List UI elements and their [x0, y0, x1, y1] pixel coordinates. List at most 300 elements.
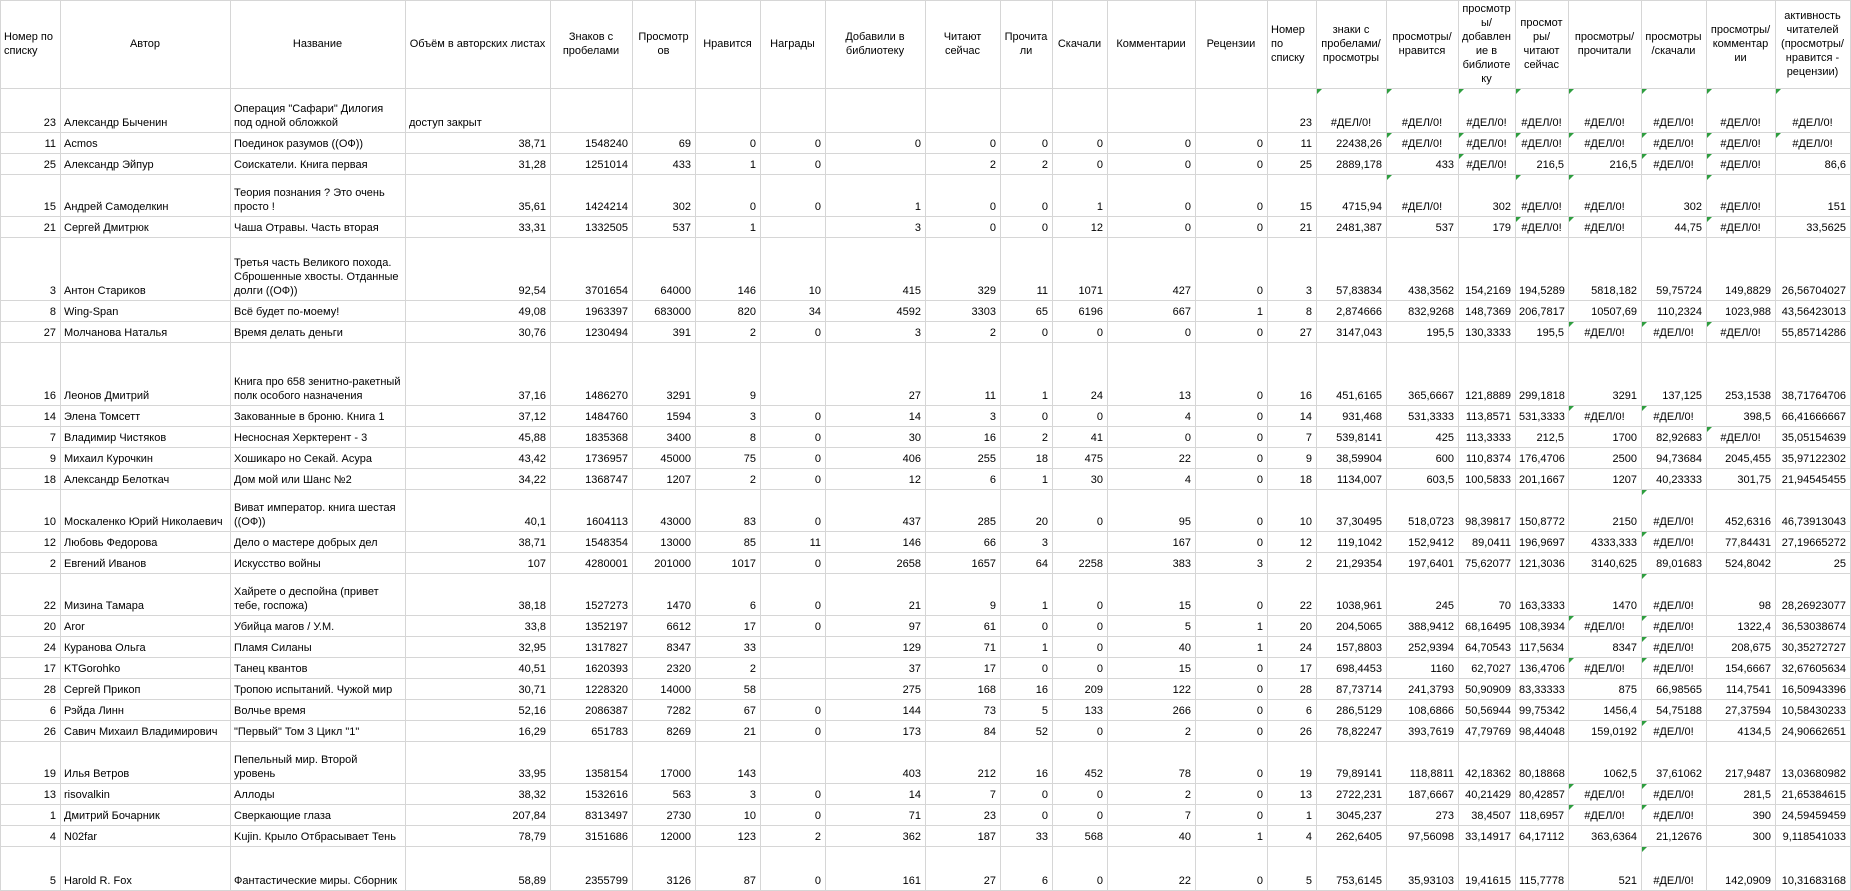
cell-volume-author-sheets[interactable]: 38,71: [406, 133, 551, 154]
cell-chars-per-view[interactable]: 78,82247: [1317, 721, 1387, 742]
cell-views[interactable]: 8269: [633, 721, 696, 742]
cell-reading-now[interactable]: 7: [926, 784, 1001, 805]
cell-chars-per-view[interactable]: 57,83834: [1317, 238, 1387, 301]
cell-volume-author-sheets[interactable]: доступ закрыт: [406, 89, 551, 133]
cell-title[interactable]: Соискатели. Книга первая: [231, 154, 406, 175]
cell-views-per-download[interactable]: #ДЕЛ/0!: [1642, 133, 1707, 154]
cell-finished-reading[interactable]: 1: [1001, 637, 1053, 658]
cell-num-in-list-2[interactable]: 26: [1268, 721, 1317, 742]
cell-author[interactable]: Мизина Тамара: [61, 574, 231, 616]
cell-downloaded[interactable]: 0: [1053, 406, 1108, 427]
cell-title[interactable]: Книга про 658 зенитно-ракетный полк особого назначения: [231, 343, 406, 406]
cell-added-to-library[interactable]: 71: [826, 805, 926, 826]
cell-added-to-library[interactable]: 14: [826, 784, 926, 805]
cell-added-to-library[interactable]: 403: [826, 742, 926, 784]
cell-reader-activity[interactable]: 38,71764706: [1776, 343, 1851, 406]
cell-volume-author-sheets[interactable]: 40,1: [406, 490, 551, 532]
cell-num-in-list-2[interactable]: 12: [1268, 532, 1317, 553]
cell-views[interactable]: 1207: [633, 469, 696, 490]
cell-reader-activity[interactable]: 10,31683168: [1776, 847, 1851, 891]
cell-author[interactable]: Сергей Дмитрюк: [61, 217, 231, 238]
cell-finished-reading[interactable]: 16: [1001, 679, 1053, 700]
cell-views-per-finished[interactable]: 159,0192: [1569, 721, 1642, 742]
cell-chars-with-spaces[interactable]: 1548240: [551, 133, 633, 154]
cell-title[interactable]: Теория познания ? Это очень просто !: [231, 175, 406, 217]
cell-reader-activity[interactable]: 9,118541033: [1776, 826, 1851, 847]
cell-views-per-library-add[interactable]: 110,8374: [1459, 448, 1516, 469]
cell-views-per-download[interactable]: #ДЕЛ/0!: [1642, 322, 1707, 343]
cell-author[interactable]: Михаил Курочкин: [61, 448, 231, 469]
cell-reading-now[interactable]: 0: [926, 133, 1001, 154]
cell-num-in-list[interactable]: 24: [1, 637, 61, 658]
cell-title[interactable]: Всё будет по-моему!: [231, 301, 406, 322]
cell-finished-reading[interactable]: 1: [1001, 574, 1053, 616]
cell-downloaded[interactable]: 0: [1053, 805, 1108, 826]
cell-volume-author-sheets[interactable]: 32,95: [406, 637, 551, 658]
cell-reviews[interactable]: 3: [1196, 553, 1268, 574]
cell-downloaded[interactable]: 0: [1053, 721, 1108, 742]
cell-title[interactable]: Виват император. книга шестая ((ОФ)): [231, 490, 406, 532]
header-cell-author[interactable]: Автор: [61, 1, 231, 89]
header-cell-views-per-like[interactable]: просмотры/нравится: [1387, 1, 1459, 89]
header-cell-views-per-comment[interactable]: просмотры/комментарии: [1707, 1, 1776, 89]
cell-reading-now[interactable]: 16: [926, 427, 1001, 448]
cell-num-in-list[interactable]: 11: [1, 133, 61, 154]
cell-comments[interactable]: 667: [1108, 301, 1196, 322]
cell-num-in-list[interactable]: 17: [1, 658, 61, 679]
cell-views-per-reading-now[interactable]: 98,44048: [1516, 721, 1569, 742]
cell-reviews[interactable]: 0: [1196, 238, 1268, 301]
header-cell-likes[interactable]: Нравится: [696, 1, 761, 89]
cell-reviews[interactable]: 0: [1196, 406, 1268, 427]
cell-views-per-download[interactable]: 94,73684: [1642, 448, 1707, 469]
cell-chars-with-spaces[interactable]: 1332505: [551, 217, 633, 238]
cell-reader-activity[interactable]: 27,19665272: [1776, 532, 1851, 553]
cell-views-per-library-add[interactable]: 130,3333: [1459, 322, 1516, 343]
cell-reader-activity[interactable]: 21,65384615: [1776, 784, 1851, 805]
cell-views-per-library-add[interactable]: 179: [1459, 217, 1516, 238]
cell-views-per-reading-now[interactable]: 99,75342: [1516, 700, 1569, 721]
cell-views-per-finished[interactable]: 875: [1569, 679, 1642, 700]
cell-views-per-reading-now[interactable]: 531,3333: [1516, 406, 1569, 427]
cell-title[interactable]: Тропою испытаний. Чужой мир: [231, 679, 406, 700]
cell-chars-with-spaces[interactable]: 1486270: [551, 343, 633, 406]
cell-views[interactable]: 69: [633, 133, 696, 154]
cell-title[interactable]: Несносная Херктерент - 3: [231, 427, 406, 448]
cell-views-per-reading-now[interactable]: 115,7778: [1516, 847, 1569, 891]
cell-added-to-library[interactable]: 97: [826, 616, 926, 637]
cell-reader-activity[interactable]: 43,56423013: [1776, 301, 1851, 322]
cell-views-per-like[interactable]: 531,3333: [1387, 406, 1459, 427]
cell-views[interactable]: 7282: [633, 700, 696, 721]
cell-likes[interactable]: 2: [696, 469, 761, 490]
cell-views-per-reading-now[interactable]: 299,1818: [1516, 343, 1569, 406]
cell-likes[interactable]: 58: [696, 679, 761, 700]
cell-num-in-list[interactable]: 5: [1, 847, 61, 891]
cell-views-per-finished[interactable]: 1062,5: [1569, 742, 1642, 784]
cell-downloaded[interactable]: 452: [1053, 742, 1108, 784]
cell-chars-with-spaces[interactable]: 2086387: [551, 700, 633, 721]
cell-num-in-list-2[interactable]: 22: [1268, 574, 1317, 616]
cell-author[interactable]: Куранова Ольга: [61, 637, 231, 658]
cell-added-to-library[interactable]: 161: [826, 847, 926, 891]
cell-author[interactable]: N02far: [61, 826, 231, 847]
cell-views-per-reading-now[interactable]: 212,5: [1516, 427, 1569, 448]
cell-views-per-comment[interactable]: #ДЕЛ/0!: [1707, 154, 1776, 175]
cell-added-to-library[interactable]: 12: [826, 469, 926, 490]
cell-reader-activity[interactable]: 66,41666667: [1776, 406, 1851, 427]
cell-views-per-finished[interactable]: #ДЕЛ/0!: [1569, 175, 1642, 217]
cell-views-per-library-add[interactable]: 100,5833: [1459, 469, 1516, 490]
cell-added-to-library[interactable]: 3: [826, 217, 926, 238]
cell-views-per-download[interactable]: #ДЕЛ/0!: [1642, 406, 1707, 427]
cell-views-per-download[interactable]: 40,23333: [1642, 469, 1707, 490]
cell-views-per-finished[interactable]: #ДЕЛ/0!: [1569, 322, 1642, 343]
cell-title[interactable]: Kujin. Крыло Отбрасывает Тень: [231, 826, 406, 847]
cell-comments[interactable]: 0: [1108, 217, 1196, 238]
cell-chars-per-view[interactable]: 1038,961: [1317, 574, 1387, 616]
cell-finished-reading[interactable]: 0: [1001, 658, 1053, 679]
cell-views-per-comment[interactable]: 217,9487: [1707, 742, 1776, 784]
cell-downloaded[interactable]: 0: [1053, 322, 1108, 343]
cell-views-per-download[interactable]: #ДЕЛ/0!: [1642, 847, 1707, 891]
header-cell-finished-reading[interactable]: Прочитали: [1001, 1, 1053, 89]
cell-downloaded[interactable]: 209: [1053, 679, 1108, 700]
cell-reader-activity[interactable]: 36,53038674: [1776, 616, 1851, 637]
cell-chars-per-view[interactable]: 157,8803: [1317, 637, 1387, 658]
cell-views-per-library-add[interactable]: 113,3333: [1459, 427, 1516, 448]
cell-num-in-list-2[interactable]: 17: [1268, 658, 1317, 679]
cell-views-per-library-add[interactable]: #ДЕЛ/0!: [1459, 89, 1516, 133]
header-cell-chars-per-view[interactable]: знаки с пробелами/просмотры: [1317, 1, 1387, 89]
cell-chars-with-spaces[interactable]: 1532616: [551, 784, 633, 805]
cell-likes[interactable]: 146: [696, 238, 761, 301]
cell-views-per-library-add[interactable]: 42,18362: [1459, 742, 1516, 784]
cell-num-in-list[interactable]: 9: [1, 448, 61, 469]
cell-reading-now[interactable]: [926, 89, 1001, 133]
cell-comments[interactable]: 167: [1108, 532, 1196, 553]
cell-likes[interactable]: 33: [696, 637, 761, 658]
cell-views-per-download[interactable]: 37,61062: [1642, 742, 1707, 784]
cell-downloaded[interactable]: 133: [1053, 700, 1108, 721]
cell-views-per-library-add[interactable]: 148,7369: [1459, 301, 1516, 322]
cell-finished-reading[interactable]: 52: [1001, 721, 1053, 742]
cell-reading-now[interactable]: 168: [926, 679, 1001, 700]
cell-num-in-list-2[interactable]: 19: [1268, 742, 1317, 784]
cell-awards[interactable]: 0: [761, 469, 826, 490]
cell-views[interactable]: 1594: [633, 406, 696, 427]
cell-reader-activity[interactable]: 151: [1776, 175, 1851, 217]
cell-volume-author-sheets[interactable]: 38,32: [406, 784, 551, 805]
cell-reviews[interactable]: 1: [1196, 616, 1268, 637]
cell-num-in-list[interactable]: 20: [1, 616, 61, 637]
cell-views-per-like[interactable]: 195,5: [1387, 322, 1459, 343]
cell-views-per-download[interactable]: #ДЕЛ/0!: [1642, 574, 1707, 616]
cell-views[interactable]: 14000: [633, 679, 696, 700]
cell-views-per-like[interactable]: 603,5: [1387, 469, 1459, 490]
cell-views-per-reading-now[interactable]: 195,5: [1516, 322, 1569, 343]
cell-views-per-finished[interactable]: 1470: [1569, 574, 1642, 616]
cell-finished-reading[interactable]: 2: [1001, 427, 1053, 448]
cell-views-per-library-add[interactable]: #ДЕЛ/0!: [1459, 133, 1516, 154]
cell-comments[interactable]: 2: [1108, 721, 1196, 742]
cell-finished-reading[interactable]: 3: [1001, 532, 1053, 553]
cell-views-per-finished[interactable]: 3140,625: [1569, 553, 1642, 574]
cell-views-per-download[interactable]: 82,92683: [1642, 427, 1707, 448]
cell-comments[interactable]: 122: [1108, 679, 1196, 700]
cell-views-per-comment[interactable]: #ДЕЛ/0!: [1707, 427, 1776, 448]
cell-title[interactable]: Дело о мастере добрых дел: [231, 532, 406, 553]
cell-views-per-like[interactable]: 438,3562: [1387, 238, 1459, 301]
cell-num-in-list[interactable]: 18: [1, 469, 61, 490]
cell-finished-reading[interactable]: 0: [1001, 784, 1053, 805]
cell-chars-per-view[interactable]: 753,6145: [1317, 847, 1387, 891]
cell-reading-now[interactable]: 17: [926, 658, 1001, 679]
cell-volume-author-sheets[interactable]: 30,71: [406, 679, 551, 700]
cell-chars-per-view[interactable]: 1134,007: [1317, 469, 1387, 490]
cell-views-per-finished[interactable]: #ДЕЛ/0!: [1569, 784, 1642, 805]
cell-author[interactable]: Евгений Иванов: [61, 553, 231, 574]
cell-chars-with-spaces[interactable]: 3151686: [551, 826, 633, 847]
cell-downloaded[interactable]: 475: [1053, 448, 1108, 469]
cell-added-to-library[interactable]: 415: [826, 238, 926, 301]
cell-likes[interactable]: 8: [696, 427, 761, 448]
cell-reader-activity[interactable]: 21,94545455: [1776, 469, 1851, 490]
cell-reviews[interactable]: 0: [1196, 343, 1268, 406]
cell-reader-activity[interactable]: 13,03680982: [1776, 742, 1851, 784]
cell-reading-now[interactable]: 61: [926, 616, 1001, 637]
cell-views-per-comment[interactable]: 77,84431: [1707, 532, 1776, 553]
cell-views[interactable]: 6612: [633, 616, 696, 637]
cell-num-in-list-2[interactable]: 20: [1268, 616, 1317, 637]
cell-title[interactable]: Чаша Отравы. Часть вторая: [231, 217, 406, 238]
cell-reviews[interactable]: 0: [1196, 679, 1268, 700]
cell-chars-with-spaces[interactable]: 4280001: [551, 553, 633, 574]
cell-finished-reading[interactable]: 0: [1001, 616, 1053, 637]
cell-reading-now[interactable]: 23: [926, 805, 1001, 826]
cell-awards[interactable]: 0: [761, 154, 826, 175]
cell-likes[interactable]: 0: [696, 175, 761, 217]
cell-reader-activity[interactable]: 35,05154639: [1776, 427, 1851, 448]
cell-finished-reading[interactable]: 6: [1001, 847, 1053, 891]
cell-chars-per-view[interactable]: 119,1042: [1317, 532, 1387, 553]
cell-reviews[interactable]: 1: [1196, 637, 1268, 658]
cell-downloaded[interactable]: 24: [1053, 343, 1108, 406]
cell-views-per-like[interactable]: 108,6866: [1387, 700, 1459, 721]
cell-chars-per-view[interactable]: 931,468: [1317, 406, 1387, 427]
cell-views[interactable]: 43000: [633, 490, 696, 532]
cell-chars-with-spaces[interactable]: 1835368: [551, 427, 633, 448]
header-cell-views[interactable]: Просмотров: [633, 1, 696, 89]
cell-num-in-list[interactable]: 27: [1, 322, 61, 343]
cell-views-per-finished[interactable]: 363,6364: [1569, 826, 1642, 847]
cell-likes[interactable]: 21: [696, 721, 761, 742]
cell-added-to-library[interactable]: 362: [826, 826, 926, 847]
cell-awards[interactable]: 0: [761, 553, 826, 574]
cell-views-per-finished[interactable]: #ДЕЛ/0!: [1569, 89, 1642, 133]
cell-views-per-comment[interactable]: 524,8042: [1707, 553, 1776, 574]
cell-num-in-list[interactable]: 22: [1, 574, 61, 616]
cell-author[interactable]: Aror: [61, 616, 231, 637]
cell-author[interactable]: Дмитрий Бочарник: [61, 805, 231, 826]
cell-likes[interactable]: 3: [696, 784, 761, 805]
cell-comments[interactable]: 95: [1108, 490, 1196, 532]
cell-finished-reading[interactable]: 0: [1001, 133, 1053, 154]
cell-author[interactable]: Harold R. Fox: [61, 847, 231, 891]
cell-reviews[interactable]: [1196, 89, 1268, 133]
cell-views-per-comment[interactable]: 27,37594: [1707, 700, 1776, 721]
cell-added-to-library[interactable]: 3: [826, 322, 926, 343]
cell-reviews[interactable]: 0: [1196, 448, 1268, 469]
cell-views-per-comment[interactable]: 281,5: [1707, 784, 1776, 805]
cell-views-per-download[interactable]: 44,75: [1642, 217, 1707, 238]
cell-awards[interactable]: 11: [761, 532, 826, 553]
cell-chars-with-spaces[interactable]: 8313497: [551, 805, 633, 826]
cell-finished-reading[interactable]: 33: [1001, 826, 1053, 847]
cell-views[interactable]: 302: [633, 175, 696, 217]
cell-title[interactable]: Хайрете о деспойна (привет тебе, госпожа): [231, 574, 406, 616]
header-cell-volume-author-sheets[interactable]: Объём в авторских листах: [406, 1, 551, 89]
cell-awards[interactable]: [761, 679, 826, 700]
cell-chars-per-view[interactable]: 2481,387: [1317, 217, 1387, 238]
cell-reading-now[interactable]: 2: [926, 322, 1001, 343]
cell-views-per-reading-now[interactable]: 108,3934: [1516, 616, 1569, 637]
cell-added-to-library[interactable]: 27: [826, 343, 926, 406]
cell-chars-with-spaces[interactable]: 1368747: [551, 469, 633, 490]
cell-reader-activity[interactable]: 30,35272727: [1776, 637, 1851, 658]
cell-views-per-download[interactable]: #ДЕЛ/0!: [1642, 532, 1707, 553]
cell-views-per-like[interactable]: 433: [1387, 154, 1459, 175]
cell-chars-with-spaces[interactable]: 1358154: [551, 742, 633, 784]
cell-reading-now[interactable]: 187: [926, 826, 1001, 847]
cell-num-in-list-2[interactable]: 6: [1268, 700, 1317, 721]
cell-chars-with-spaces[interactable]: 1484760: [551, 406, 633, 427]
cell-views-per-download[interactable]: 137,125: [1642, 343, 1707, 406]
cell-reviews[interactable]: 0: [1196, 742, 1268, 784]
cell-views-per-library-add[interactable]: 113,8571: [1459, 406, 1516, 427]
cell-volume-author-sheets[interactable]: 37,12: [406, 406, 551, 427]
cell-volume-author-sheets[interactable]: 45,88: [406, 427, 551, 448]
cell-views-per-library-add[interactable]: 64,70543: [1459, 637, 1516, 658]
cell-views[interactable]: 683000: [633, 301, 696, 322]
cell-num-in-list[interactable]: 6: [1, 700, 61, 721]
cell-views[interactable]: 13000: [633, 532, 696, 553]
cell-volume-author-sheets[interactable]: 58,89: [406, 847, 551, 891]
header-cell-reading-now[interactable]: Читают сейчас: [926, 1, 1001, 89]
cell-downloaded[interactable]: 0: [1053, 490, 1108, 532]
cell-views-per-like[interactable]: #ДЕЛ/0!: [1387, 133, 1459, 154]
cell-views[interactable]: 2320: [633, 658, 696, 679]
cell-views-per-finished[interactable]: #ДЕЛ/0!: [1569, 616, 1642, 637]
cell-awards[interactable]: [761, 217, 826, 238]
cell-reviews[interactable]: 0: [1196, 847, 1268, 891]
cell-views-per-download[interactable]: #ДЕЛ/0!: [1642, 154, 1707, 175]
cell-reading-now[interactable]: 73: [926, 700, 1001, 721]
cell-finished-reading[interactable]: 11: [1001, 238, 1053, 301]
cell-reading-now[interactable]: 84: [926, 721, 1001, 742]
cell-reading-now[interactable]: 66: [926, 532, 1001, 553]
cell-reading-now[interactable]: 212: [926, 742, 1001, 784]
cell-added-to-library[interactable]: [826, 154, 926, 175]
cell-chars-with-spaces[interactable]: 1424214: [551, 175, 633, 217]
cell-chars-per-view[interactable]: 262,6405: [1317, 826, 1387, 847]
cell-comments[interactable]: 22: [1108, 847, 1196, 891]
cell-reviews[interactable]: 1: [1196, 826, 1268, 847]
cell-reviews[interactable]: 0: [1196, 490, 1268, 532]
cell-chars-per-view[interactable]: 22438,26: [1317, 133, 1387, 154]
cell-views-per-reading-now[interactable]: 206,7817: [1516, 301, 1569, 322]
cell-views-per-comment[interactable]: 301,75: [1707, 469, 1776, 490]
cell-awards[interactable]: 2: [761, 826, 826, 847]
cell-views-per-like[interactable]: 518,0723: [1387, 490, 1459, 532]
cell-views-per-library-add[interactable]: 121,8889: [1459, 343, 1516, 406]
cell-awards[interactable]: [761, 343, 826, 406]
cell-likes[interactable]: 143: [696, 742, 761, 784]
cell-views-per-finished[interactable]: #ДЕЛ/0!: [1569, 133, 1642, 154]
cell-views-per-download[interactable]: #ДЕЛ/0!: [1642, 784, 1707, 805]
cell-comments[interactable]: 7: [1108, 805, 1196, 826]
cell-added-to-library[interactable]: 129: [826, 637, 926, 658]
cell-chars-with-spaces[interactable]: 3701654: [551, 238, 633, 301]
cell-reader-activity[interactable]: 35,97122302: [1776, 448, 1851, 469]
cell-downloaded[interactable]: 0: [1053, 133, 1108, 154]
cell-awards[interactable]: 0: [761, 406, 826, 427]
cell-views-per-like[interactable]: 388,9412: [1387, 616, 1459, 637]
cell-num-in-list-2[interactable]: 4: [1268, 826, 1317, 847]
cell-views[interactable]: 3291: [633, 343, 696, 406]
cell-num-in-list-2[interactable]: 15: [1268, 175, 1317, 217]
cell-reader-activity[interactable]: 55,85714286: [1776, 322, 1851, 343]
cell-reading-now[interactable]: 1657: [926, 553, 1001, 574]
cell-views-per-download[interactable]: #ДЕЛ/0!: [1642, 658, 1707, 679]
cell-added-to-library[interactable]: 437: [826, 490, 926, 532]
cell-awards[interactable]: 0: [761, 322, 826, 343]
cell-downloaded[interactable]: 0: [1053, 637, 1108, 658]
cell-volume-author-sheets[interactable]: 78,79: [406, 826, 551, 847]
cell-added-to-library[interactable]: 173: [826, 721, 926, 742]
cell-views-per-library-add[interactable]: 70: [1459, 574, 1516, 616]
cell-volume-author-sheets[interactable]: 43,42: [406, 448, 551, 469]
cell-finished-reading[interactable]: 0: [1001, 175, 1053, 217]
cell-author[interactable]: Александр Быченин: [61, 89, 231, 133]
cell-views-per-reading-now[interactable]: 80,18868: [1516, 742, 1569, 784]
cell-downloaded[interactable]: 6196: [1053, 301, 1108, 322]
cell-likes[interactable]: 75: [696, 448, 761, 469]
cell-author[interactable]: Элена Томсетт: [61, 406, 231, 427]
cell-views-per-reading-now[interactable]: 80,42857: [1516, 784, 1569, 805]
cell-likes[interactable]: 67: [696, 700, 761, 721]
cell-views-per-library-add[interactable]: 47,79769: [1459, 721, 1516, 742]
cell-reviews[interactable]: 0: [1196, 532, 1268, 553]
cell-comments[interactable]: 2: [1108, 784, 1196, 805]
header-cell-downloaded[interactable]: Скачали: [1053, 1, 1108, 89]
cell-num-in-list-2[interactable]: 28: [1268, 679, 1317, 700]
cell-views-per-download[interactable]: #ДЕЛ/0!: [1642, 805, 1707, 826]
cell-author[interactable]: Любовь Федорова: [61, 532, 231, 553]
cell-reader-activity[interactable]: 26,56704027: [1776, 238, 1851, 301]
cell-finished-reading[interactable]: 5: [1001, 700, 1053, 721]
cell-reading-now[interactable]: 255: [926, 448, 1001, 469]
cell-volume-author-sheets[interactable]: 30,76: [406, 322, 551, 343]
cell-reviews[interactable]: 0: [1196, 427, 1268, 448]
cell-reviews[interactable]: 0: [1196, 154, 1268, 175]
header-cell-views-per-reading-now[interactable]: просмотры/читают сейчас: [1516, 1, 1569, 89]
cell-chars-per-view[interactable]: 286,5129: [1317, 700, 1387, 721]
cell-num-in-list-2[interactable]: 16: [1268, 343, 1317, 406]
cell-added-to-library[interactable]: 30: [826, 427, 926, 448]
cell-title[interactable]: Третья часть Великого похода. Сброшенные хвосты. Отданные долги ((ОФ)): [231, 238, 406, 301]
cell-downloaded[interactable]: 0: [1053, 616, 1108, 637]
